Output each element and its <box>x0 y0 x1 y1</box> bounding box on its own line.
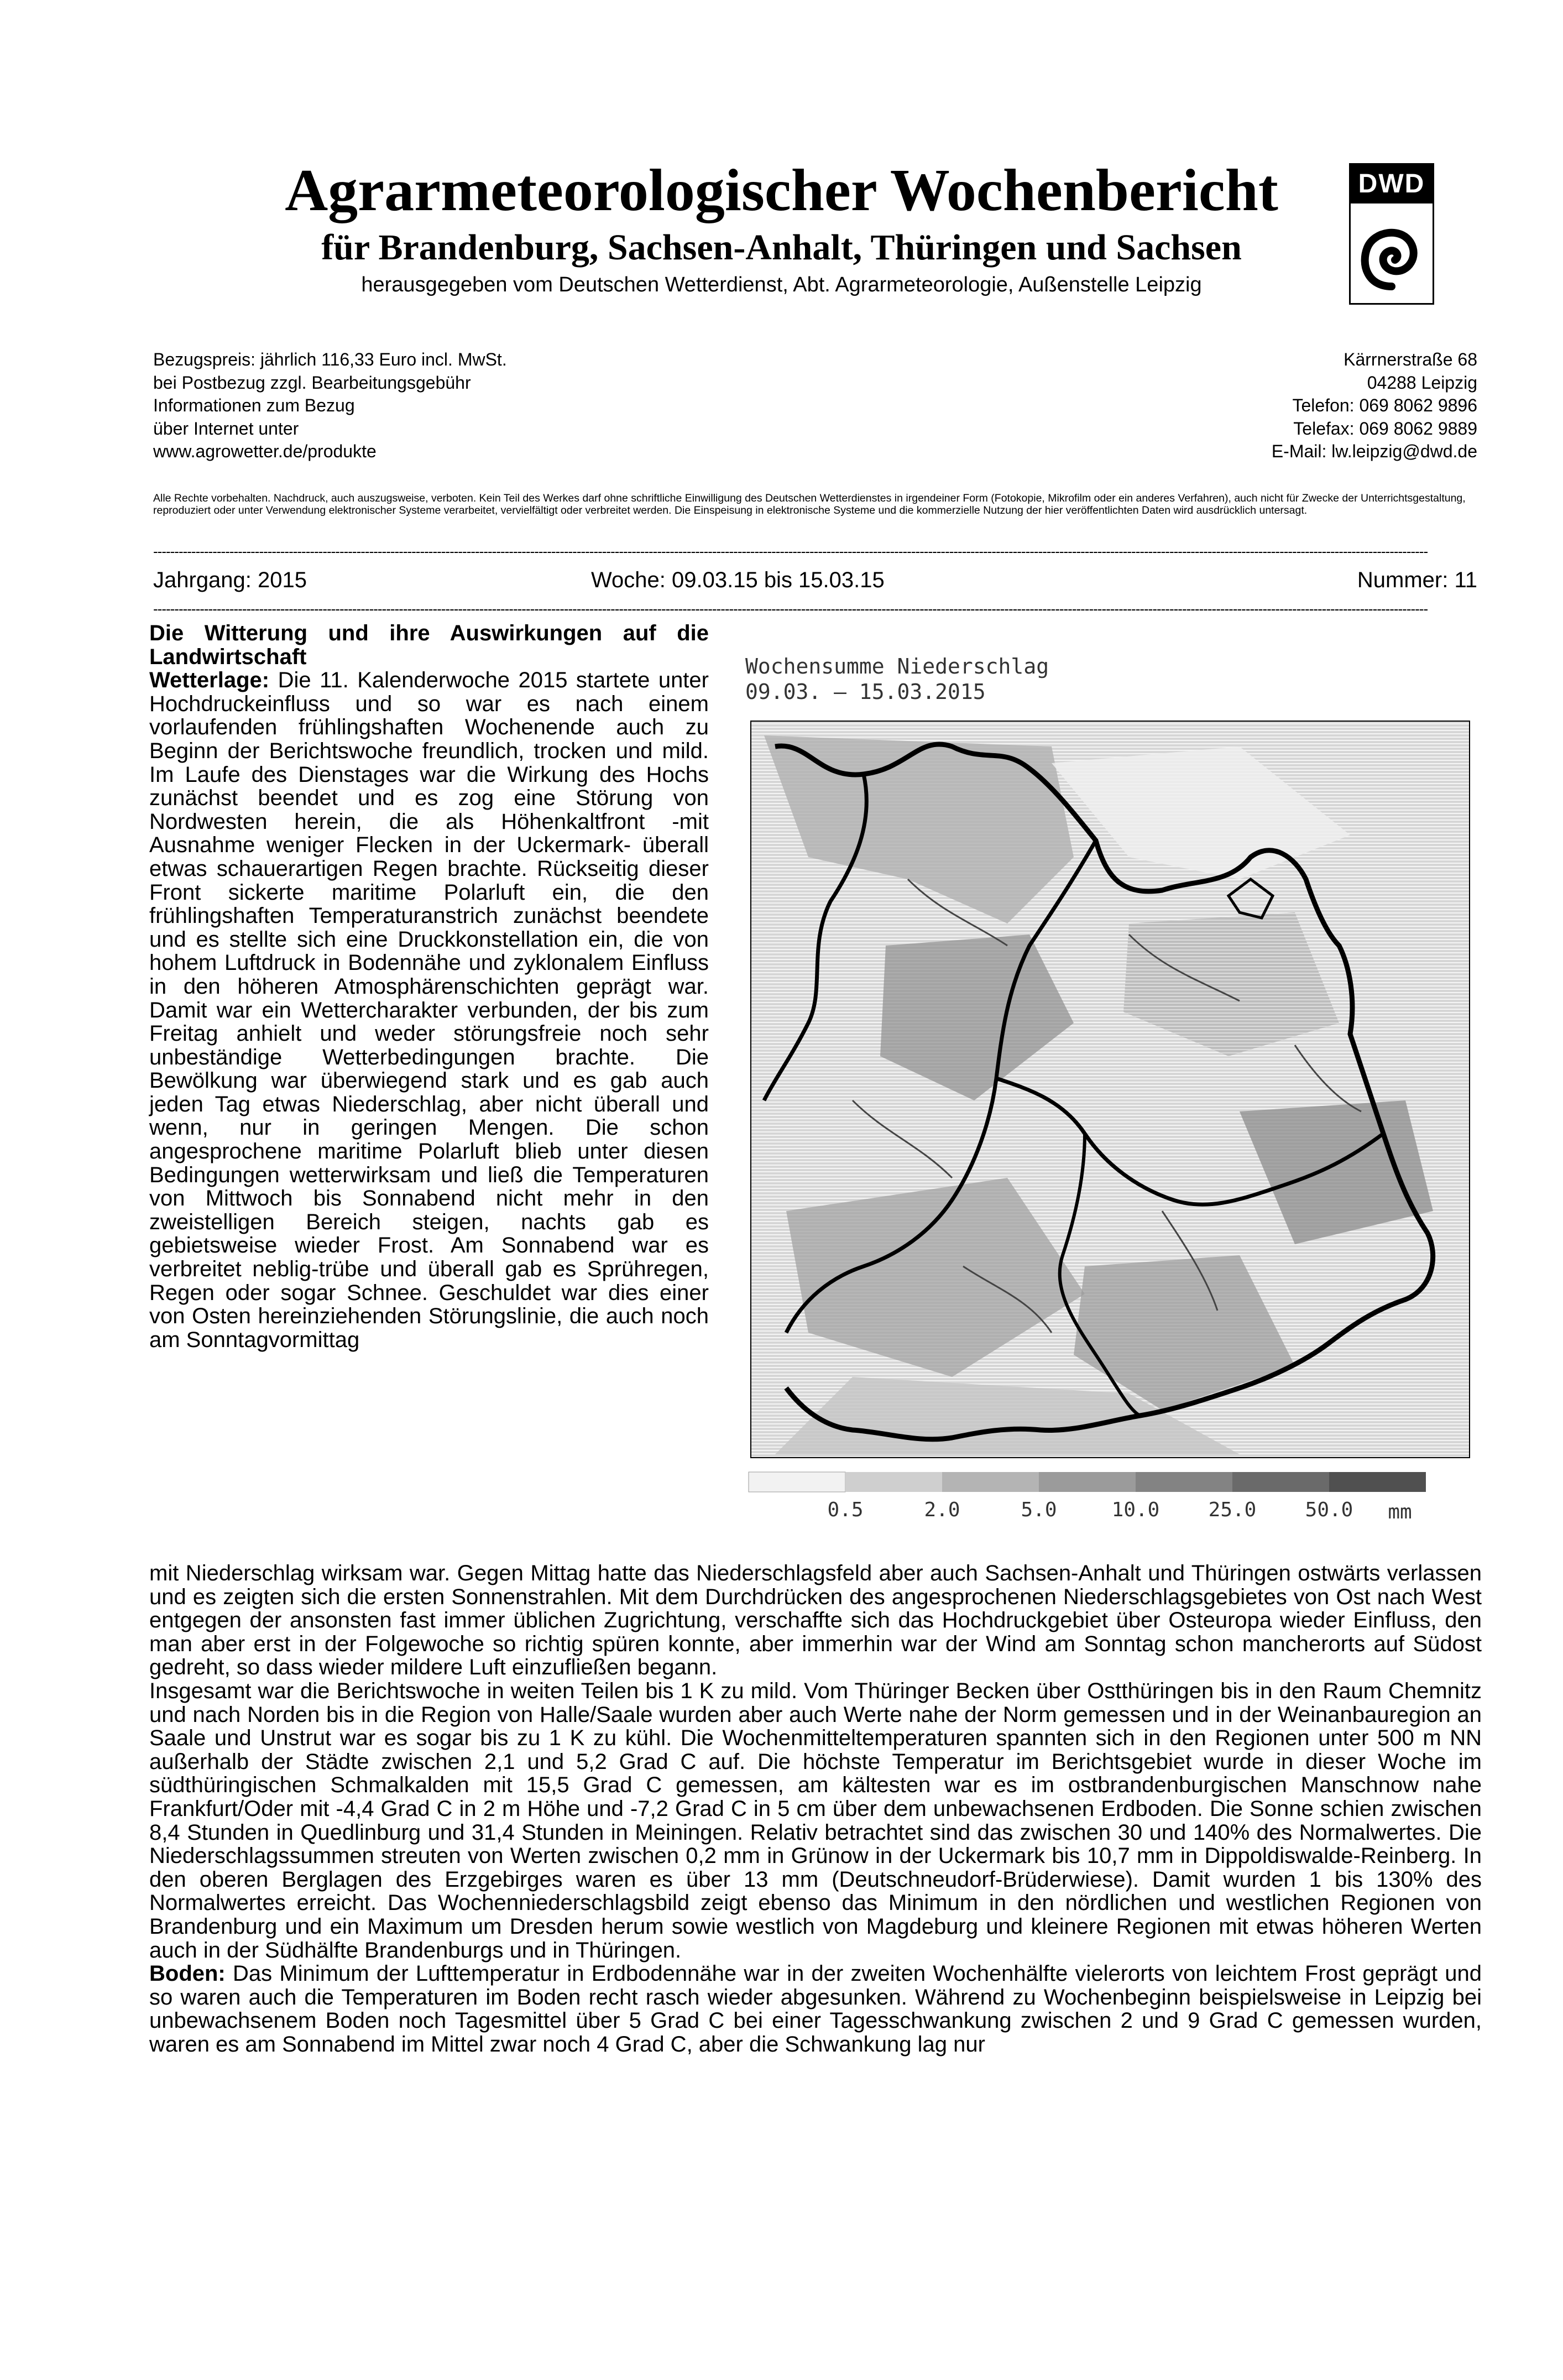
legend-label: 0.5 <box>827 1499 864 1521</box>
legend-swatch <box>1232 1472 1329 1492</box>
temperature-paragraph: Insgesamt war die Berichtswoche in weiten Teilen bis 1 K zu mild. Vom Thüringer Becken über Ostthüringen bis in den Raum Chemnitz und nach Norden bis in die Region von Halle/Saale wurden aber auch Werte nahe der Norm gemessen und in der Weinanbauregion an Saale und Unstrut war es sogar bis zu 1 K zu kühl. Die Wochenmitteltemperaturen spannten sich in den Regionen unter 500 m NN außerhalb der Städte zwischen 2,1 und 5,2 Grad C auf. Die höchste Temperatur im Berichtsgebiet wurde in dieser Woche im südthüringischen Schmalkalden mit 15,5 Grad C gemessen, am kältesten war es im ostbrandenburgischen Manschnow nahe Frankfurt/Oder mit -4,4 Grad C in 2 m Höhe und -7,2 Grad C in 5 cm über dem unbewachsenen Erdboden. Die Sonne schien zwischen 8,4 Stunden in Quedlinburg und 31,4 Stunden in Meiningen. Relativ betrachtet sind das zwischen 30 und 140% des Normalwertes. Die Niederschlagssummen streuten von Werten zwischen 0,2 mm in Grünow in der Uckermark bis 10,7 mm in Dippoldiswalde-Reinberg. In den oberen Berglagen des Erzgebirges waren es über 13 mm (Deutschneudorf-Brüderwiese). Damit wurden 1 bis 130% des Normalwertes erreicht. Das Wochenniederschlagsbild zeigt ebenso das Minimum in den nördlichen und westlichen Regionen von Brandenburg und ein Maximum um Dresden herum sowie westlich von Magdeburg und kleinere Regionen mit etwas höheren Werten auch in der Südhälfte Brandenburgs und in Thüringen. <box>149 1678 1482 1963</box>
legend-label: 25.0 <box>1208 1499 1257 1521</box>
subscription-line: Informationen zum Bezug <box>153 395 355 415</box>
page-title: Agrarmeteorologischer Wochenbericht <box>285 158 1278 223</box>
contact-street: Kärrnerstraße 68 <box>1344 349 1477 369</box>
subscription-line: bei Postbezug zzgl. Bearbeitungsgebühr <box>153 372 471 393</box>
page-subtitle: für Brandenburg, Sachsen-Anhalt, Thüringen und Sachsen <box>321 227 1242 268</box>
legend-label: 10.0 <box>1111 1499 1160 1521</box>
map-title-line2: 09.03. – 15.03.2015 <box>745 680 986 704</box>
legend-swatch <box>1039 1472 1136 1492</box>
wetterlage-label: Wetterlage: <box>149 668 270 693</box>
subscription-line: Bezugspreis: jährlich 116,33 Euro incl. MwSt. <box>153 349 507 369</box>
issue-week: Woche: 09.03.15 bis 15.03.15 <box>591 568 885 592</box>
legend-swatch <box>942 1472 1039 1492</box>
issue-info-row <box>153 565 1477 595</box>
map-legend <box>749 1472 1426 1523</box>
legend-label: 5.0 <box>1021 1499 1057 1521</box>
separator-line: ------------------------------------------------------------------------------------------------------------------------------------------------------------------------------------------------------------------------------------------------------------------------------------------------------------- <box>153 544 1428 559</box>
issue-number: Nummer: 11 <box>1357 568 1477 592</box>
contact-info <box>1161 348 1477 463</box>
dwd-logo <box>1349 163 1434 305</box>
wetterlage-continuation: mit Niederschlag wirksam war. Gegen Mittag hatte das Niederschlagsfeld aber auch Sachsen-Anhalt und Thüringen ostwärts verlassen und es zeigten sich die ersten Sonnenstrahlen. Mit dem Durchdrücken des angesprochenen Niederschlagsgebietes von Ost nach West entgegen der ansonsten fast immer üblichen Zugrichtung, verschaffte sich das Hochdruckgebiet über Osteuropa wieder Einfluss, den man aber erst in der Folgewoche so richtig spüren konnte, aber immerhin war der Wind am Sonntag schon mancherorts auf Südost gedreht, so dass wieder mildere Luft einzufließen begann. <box>149 1561 1482 1680</box>
legend-swatch <box>1136 1472 1232 1492</box>
contact-city: 04288 Leipzig <box>1367 372 1477 393</box>
spiral-icon <box>1351 203 1433 303</box>
legend-unit: mm <box>1388 1501 1412 1523</box>
dwd-logo-text: DWD <box>1351 165 1433 203</box>
weather-section-full <box>149 1562 1482 2056</box>
subscription-info <box>153 348 507 463</box>
legend-swatch <box>845 1472 942 1492</box>
precipitation-map <box>742 713 1480 1526</box>
subscription-url[interactable]: www.agrowetter.de/produkte <box>153 441 377 461</box>
publisher-line: herausgegeben vom Deutschen Wetterdienst, Abt. Agrarmeteorologie, Außenstelle Leipzig <box>361 273 1202 296</box>
boden-text: Das Minimum der Lufttemperatur in Erdbodennähe war in der zweiten Wochenhälfte vielerorts von leichtem Frost geprägt und so waren auch die Temperaturen im Boden recht rasch wieder abgesunken. Während zu Wochenbeginn beispielsweise in Leipzig bei unbewachsenem Boden noch Tagesmittel über 5 Grad C bei einer Tagesschwankung zwischen 2 und 9 Grad C gemessen wurden, waren es am Sonnabend im Mittel zwar noch 4 Grad C, aber die Schwankung lag nur <box>149 1961 1482 2057</box>
legend-swatch <box>749 1472 845 1492</box>
weather-section-left <box>149 622 709 1351</box>
map-title <box>745 654 1049 704</box>
issue-year: Jahrgang: 2015 <box>153 568 307 592</box>
legend-label: 2.0 <box>924 1499 960 1521</box>
legend-swatch <box>1329 1472 1426 1492</box>
wetterlage-text: Die 11. Kalenderwoche 2015 startete unter Hochdruckeinfluss und so war es nach einem vorlaufenden frühlingshaften Wochenende auch zu Beginn der Berichtswoche freundlich, trocken und mild. Im Laufe des Dienstages war die Wirkung des Hochs zunächst beendet und es zog eine Störung von Nordwesten herein, die als Höhenkaltfront -mit Ausnahme weniger Flecken in der Uckermark- überall etwas schauerartigen Regen brachte. Rückseitig dieser Front sickerte maritime Polarluft ein, die den frühlingshaften Temperaturanstrich zunächst beendete und es stellte sich eine Druckkonstellation ein, die von hohem Luftdruck in Bodennähe und zyklonalem Einfluss in den höheren Atmosphärenschichten geprägt war. Damit war ein Wettercharakter verbunden, der bis zum Freitag anhielt und weder störungsfreie noch sehr unbeständige Wetterbedingungen brachte. Die Bewölkung war überwiegend stark und es gab auch jeden Tag etwas Niederschlag, aber nicht überall und wenn, nur in geringen Mengen. Die schon angesprochene maritime Polarluft blieb unter diesen Bedingungen wetterwirksam und ließ die Temperaturen von Mittwoch bis Sonnabend nicht mehr in den zweistelligen Bereich steigen, nachts gab es gebietsweise wieder Frost. Am Sonnabend war es verbreitet neblig-trübe und überall gab es Sprühregen, Regen oder sogar Schnee. Geschuldet war dies einer von Osten hereinziehenden Störungslinie, die auch noch am Sonntagvormittag <box>149 668 709 1352</box>
contact-email[interactable]: E-Mail: lw.leipzig@dwd.de <box>1271 441 1477 461</box>
boden-label: Boden: <box>149 1961 226 1986</box>
section-heading: Die Witterung und ihre Auswirkungen auf die Landwirtschaft <box>149 621 709 669</box>
separator-line: ------------------------------------------------------------------------------------------------------------------------------------------------------------------------------------------------------------------------------------------------------------------------------------------------------------- <box>153 601 1428 617</box>
rights-notice: Alle Rechte vorbehalten. Nachdruck, auch auszugsweise, verboten. Kein Teil des Werkes darf ohne schriftliche Einwilligung des Deutschen Wetterdienstes in irgendeiner Form (Fotokopie, Mikrofilm oder ein anderes Verfahren), auch nicht für Zwecke der Unterrichtsgestaltung, reproduziert oder unter Verwendung elektronischer Systeme verarbeitet, vervielfältigt oder verbreitet werden. Die Einspeisung in elektronische Systeme und die kommerzielle Nutzung der hier veröffentlichten Daten wird ausdrücklich untersagt. <box>153 492 1466 516</box>
subscription-line: über Internet unter <box>153 418 299 439</box>
legend-label: 50.0 <box>1305 1499 1353 1521</box>
contact-fax: Telefax: 069 8062 9889 <box>1293 418 1477 439</box>
contact-phone: Telefon: 069 8062 9896 <box>1292 395 1477 415</box>
map-title-line1: Wochensumme Niederschlag <box>745 654 1049 678</box>
